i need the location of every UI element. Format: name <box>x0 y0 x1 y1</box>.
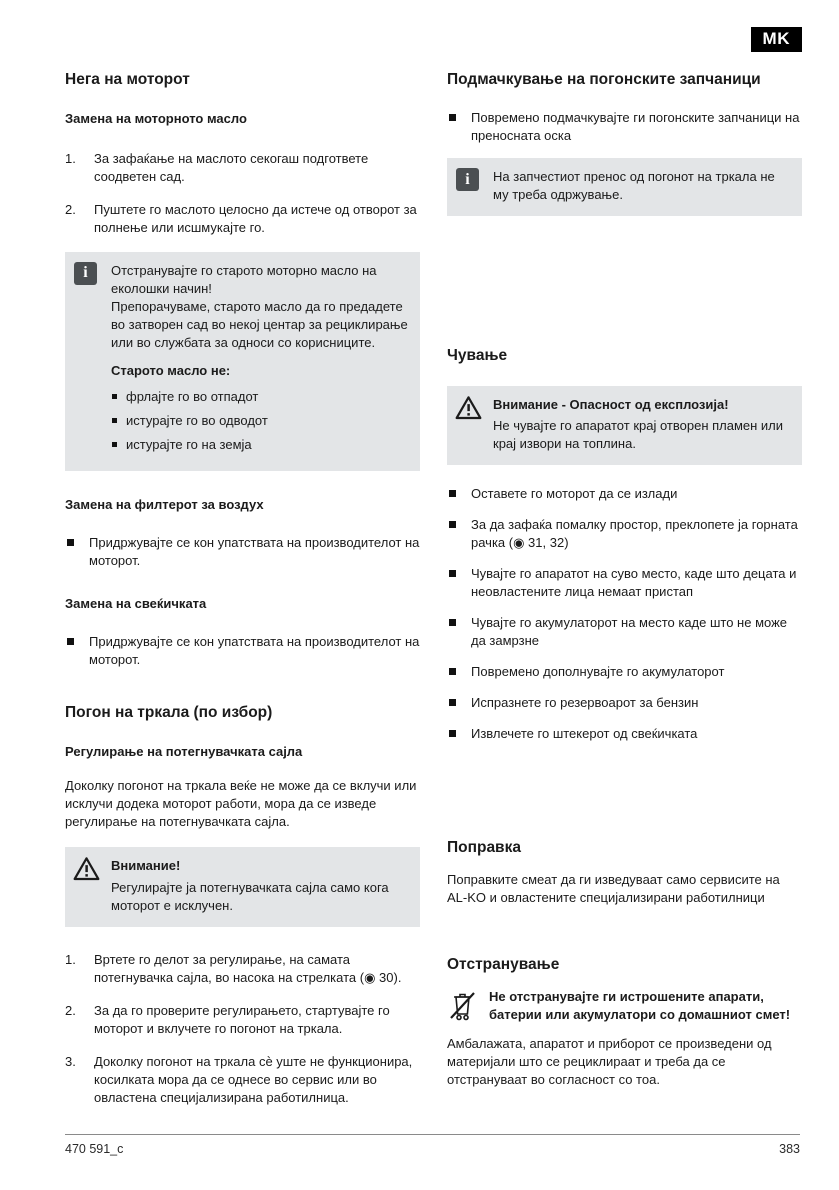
disposal-body: Амбалажата, апаратот и приборот се произведени од материјали што се рециклираат и треба да се отстрануваат во согласност со тоа. <box>447 1036 772 1088</box>
bullet-text: Придржувајте се кон упатствата на производителот на моторот. <box>89 634 420 668</box>
subheading-air-filter: Замена на филтерот за воздух <box>65 497 264 513</box>
bullet-text: Извлечете го штекерот од свеќичката <box>471 725 698 741</box>
bullet-text: Оставете го моторот да се излади <box>471 486 678 502</box>
bullet-text: Испразнете го резервоарот за бензин <box>471 694 699 710</box>
bullet-item <box>447 725 802 743</box>
bullet-text: фрлајте го во отпадот <box>126 388 259 404</box>
bullet-text: Чувајте го акумулаторот на место каде што не може да замрзне <box>471 615 788 648</box>
disposal-title: Не отстранувајте ги истрошените апарати, батерии или акумулатори со домашниот смет! <box>489 989 791 1023</box>
info-title: Отстранувајте го старото моторно масло на еколошки начин! <box>111 263 377 296</box>
paragraph-repair: Поправките смеат да ги изведуваат само сервисите на AL-KO и овластените специјализирани работилници <box>447 872 780 905</box>
page-footer <box>65 1134 800 1156</box>
list-text: Доколку погонот на тркала сѐ уште не функционира, косилката мора да се однесе во сервис или во овластена специјализирана работилница. <box>94 1053 413 1105</box>
crossed-bin-icon <box>447 988 479 1027</box>
disposal-notice <box>447 988 802 1027</box>
list-text: За зафаќање на маслото секогаш подгответе соодветен сад. <box>94 151 369 185</box>
section-heading-wheel-drive: Погон на тркала (по избор) <box>65 703 273 721</box>
paragraph-cable-adjust: Доколку погонот на тркала веќе не може да се вклучи или исклучи додека моторот работи, мора да се изведе регулирање на потегнувачката сајла. <box>65 778 417 830</box>
bullet-text: Придржувајте се кон упатствата на производителот на моторот. <box>89 535 420 569</box>
page-number: 383 <box>779 1142 800 1156</box>
section-heading-repair: Поправка <box>447 838 521 856</box>
doc-number: 470 591_c <box>65 1142 124 1156</box>
list-text: Пуштете го маслото целосно да истече од отворот за полнење или исшмукајте го. <box>94 202 417 236</box>
content-columns <box>65 62 802 1121</box>
bullet-marker <box>112 442 117 447</box>
bullet-marker <box>449 490 456 497</box>
warning-title: Внимание! <box>111 858 181 874</box>
bullet-marker <box>449 668 456 675</box>
list-number: 3. <box>65 1053 76 1069</box>
bullet-text: Чувајте го апаратот на суво место, каде што децата и неовластените лица немаат пристап <box>471 566 797 600</box>
bullet-marker <box>449 114 456 121</box>
subheading-oil-change: Замена на моторното масло <box>65 111 247 127</box>
info-body: На запчестиот пренос од погонот на тркала не му треба одржување. <box>493 169 775 203</box>
info-body: Препорачуваме, старото масло да го предадете во затворен сад во некој центар за рециклирање или во службата за односи со корисниците. <box>111 298 408 350</box>
bullet-marker <box>449 619 456 626</box>
bullet-text: Повремено подмачкувајте ги погонските запчаници на преносната оска <box>471 110 800 144</box>
bullet-marker <box>112 394 117 399</box>
warning-box-cable <box>65 847 420 927</box>
list-item <box>65 150 420 186</box>
storage-bullet-list <box>447 485 802 742</box>
bullet-item <box>447 516 802 552</box>
bullet-item <box>447 109 802 145</box>
left-column <box>65 62 420 1121</box>
info-bullet <box>111 388 408 406</box>
bullet-text: истурајте го во одводот <box>126 412 268 428</box>
bullet-item <box>447 485 802 503</box>
list-item <box>65 201 420 237</box>
bullet-marker <box>449 570 456 577</box>
bullet-item <box>447 565 802 601</box>
section-heading-gear-lubrication: Подмачкување на погонските запчаници <box>447 71 761 88</box>
bullet-marker <box>449 730 456 737</box>
bullet-marker <box>449 699 456 706</box>
bullet-item <box>447 614 802 650</box>
bullet-item <box>65 633 420 669</box>
warning-title: Внимание - Опасност од експлозија! <box>493 396 729 412</box>
language-badge: MK <box>751 27 802 52</box>
bullet-marker <box>67 638 74 645</box>
subheading-cable-adjust: Регулирање на потегнувачката сајла <box>65 744 303 760</box>
list-number: 1. <box>65 151 76 167</box>
list-item <box>65 951 420 987</box>
info-box-gear <box>447 158 802 216</box>
numbered-list-oil <box>65 150 420 237</box>
list-number: 2. <box>65 1002 76 1018</box>
numbered-list-cable <box>65 951 420 1107</box>
bullet-marker <box>449 521 456 528</box>
warning-triangle-icon <box>73 856 100 886</box>
bullet-item <box>447 663 802 681</box>
info-icon: i <box>74 262 97 285</box>
list-item <box>65 1053 420 1107</box>
section-heading-engine-care: Нега на моторот <box>65 71 190 88</box>
section-heading-storage: Чување <box>447 347 508 365</box>
bullet-text: истурајте го на земја <box>126 436 252 452</box>
bullet-item <box>447 694 802 712</box>
warning-triangle-icon <box>455 395 482 425</box>
warning-body: Регулирајте ја потегнувачката сајла само кога моторот е исклучен. <box>111 880 389 913</box>
list-number: 1. <box>65 951 76 967</box>
list-text: За да го проверите регулирањето, стартувајте го моторот и вклучете го погонот на тркала. <box>94 1002 390 1036</box>
section-heading-disposal: Отстранување <box>447 955 560 973</box>
bullet-marker <box>67 539 74 546</box>
bullet-marker <box>112 418 117 423</box>
bullet-item <box>65 534 420 570</box>
info-box-old-oil <box>65 252 420 471</box>
subheading-spark-plug: Замена на свеќичката <box>65 596 207 612</box>
warning-body: Не чувајте го апаратот крај отворен пламен или крај извори на топлина. <box>493 418 784 452</box>
info-subtitle: Старото масло не: <box>111 362 231 378</box>
list-number: 2. <box>65 202 76 218</box>
info-icon: i <box>456 168 479 191</box>
bullet-text: За да зафаќа помалку простор, преклопете ја горната рачка (◉ 31, 32) <box>471 517 798 551</box>
list-item <box>65 1002 420 1038</box>
list-text: Вртете го делот за регулирање, на самата потегнувачка сајла, во насока на стрелката (◉ 30). <box>94 951 402 985</box>
bullet-text: Повремено дополнувајте го акумулаторот <box>471 663 725 679</box>
right-column <box>447 62 802 1121</box>
warning-box-explosion <box>447 386 802 466</box>
info-bullet <box>111 436 408 454</box>
info-bullet <box>111 412 408 430</box>
